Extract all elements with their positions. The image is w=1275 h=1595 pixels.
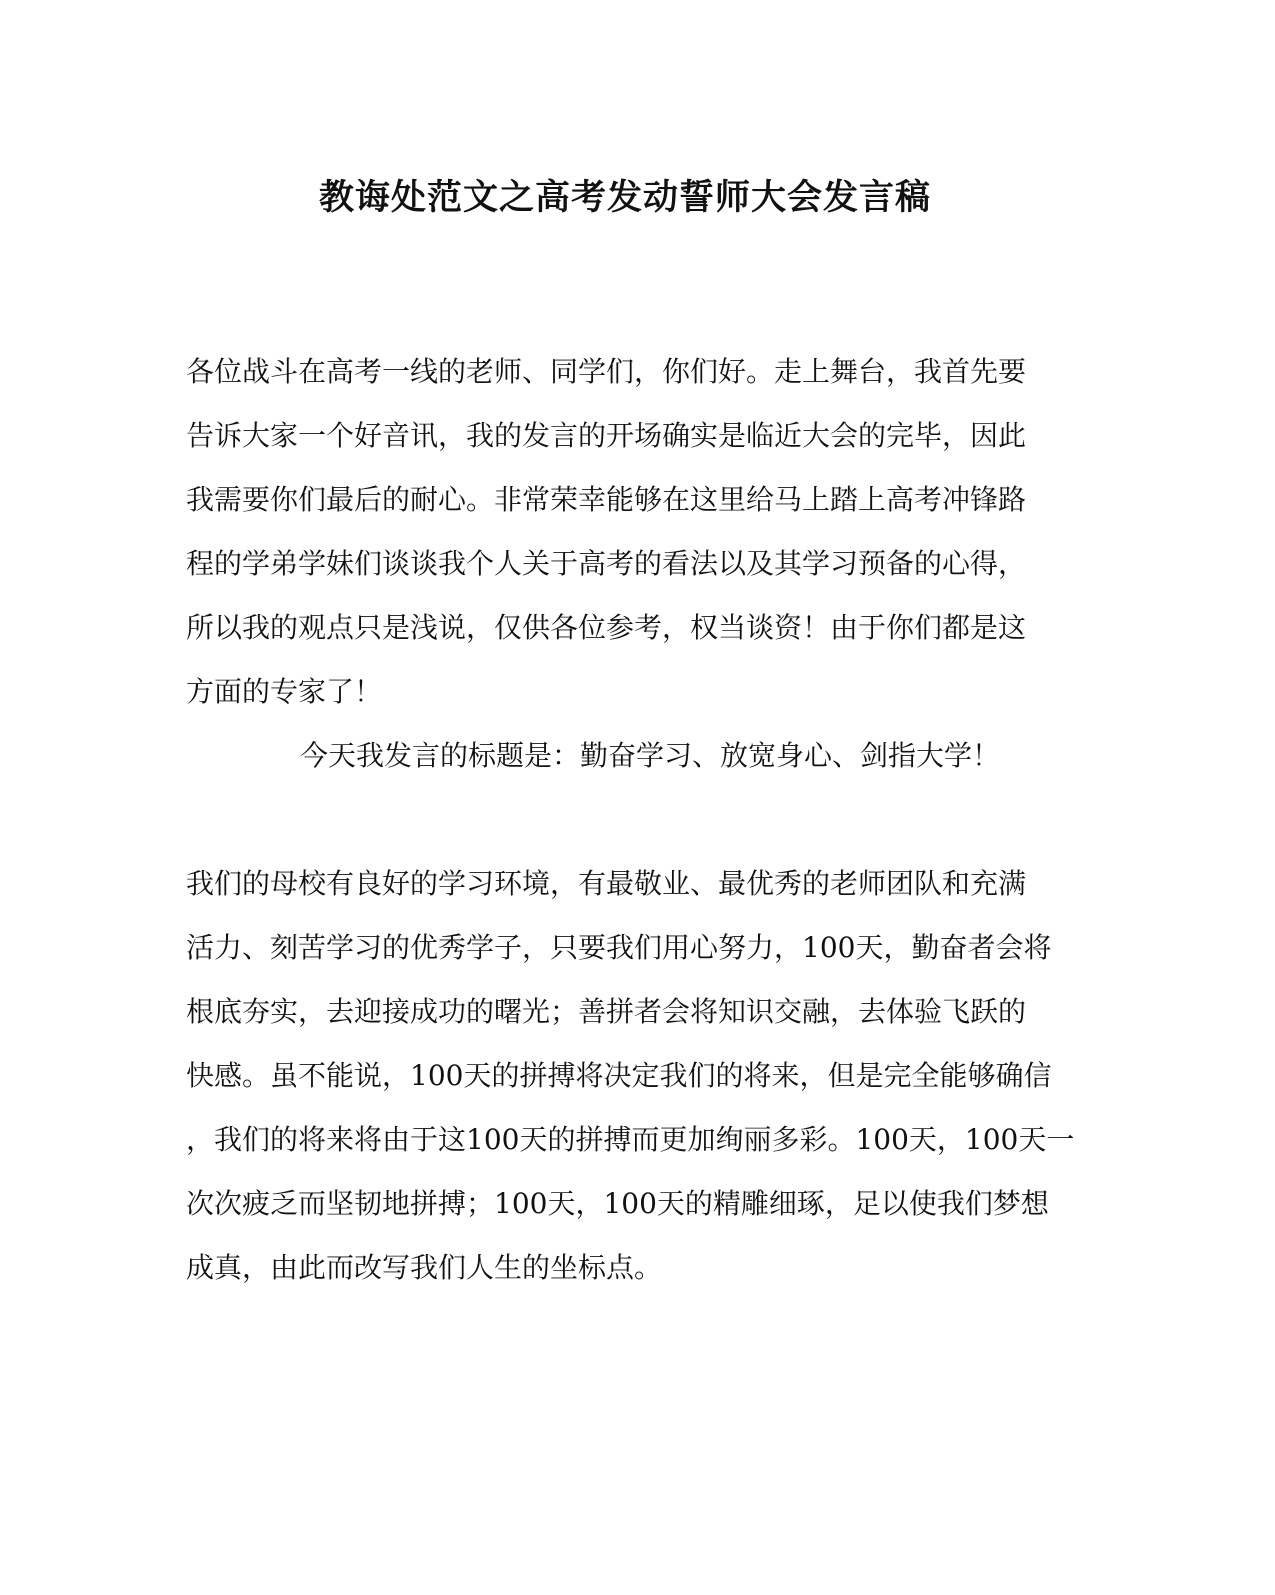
paragraph-line: 根底夯实，去迎接成功的曙光；善拼者会将知识交融，去体验飞跃的: [186, 995, 1027, 1028]
paragraph-line: 所以我的观点只是浅说，仅供各位参考，权当谈资！由于你们都是这: [186, 611, 1027, 644]
paragraph-line: 各位战斗在高考一线的老师、同学们，你们好。走上舞台，我首先要: [186, 355, 1027, 388]
paragraph-line: 次次疲乏而坚韧地拼搏；100天，100天的精雕细琢，足以使我们梦想: [186, 1187, 1049, 1220]
document-title: 教诲处范文之高考发动誓师大会发言稿: [318, 177, 931, 218]
paragraph-line: ，我们的将来将由于这100天的拼搏而更加绚丽多彩。100天，100天一: [186, 1123, 1075, 1156]
paragraph-line: 方面的专家了！: [186, 675, 383, 708]
paragraph-line: 快感。虽不能说，100天的拼搏将决定我们的将来，但是完全能够确信: [186, 1059, 1052, 1092]
paragraph-line: 我需要你们最后的耐心。非常荣幸能够在这里给马上踏上高考冲锋路: [186, 483, 1027, 516]
paragraph-line: 程的学弟学妹们谈谈我个人关于高考的看法以及其学习预备的心得，: [186, 547, 1027, 580]
paragraph-line: 我们的母校有良好的学习环境，有最敬业、最优秀的老师团队和充满: [186, 867, 1027, 900]
paragraph-line: 告诉大家一个好音讯，我的发言的开场确实是临近大会的完毕，因此: [186, 419, 1027, 452]
paragraph-line: 活力、刻苦学习的优秀学子，只要我们用心努力，100天，勤奋者会将: [186, 931, 1052, 964]
speech-title-line: 今天我发言的标题是：勤奋学习、放宽身心、剑指大学！: [300, 739, 1001, 772]
paragraph-line: 成真，由此而改写我们人生的坐标点。: [186, 1251, 663, 1284]
